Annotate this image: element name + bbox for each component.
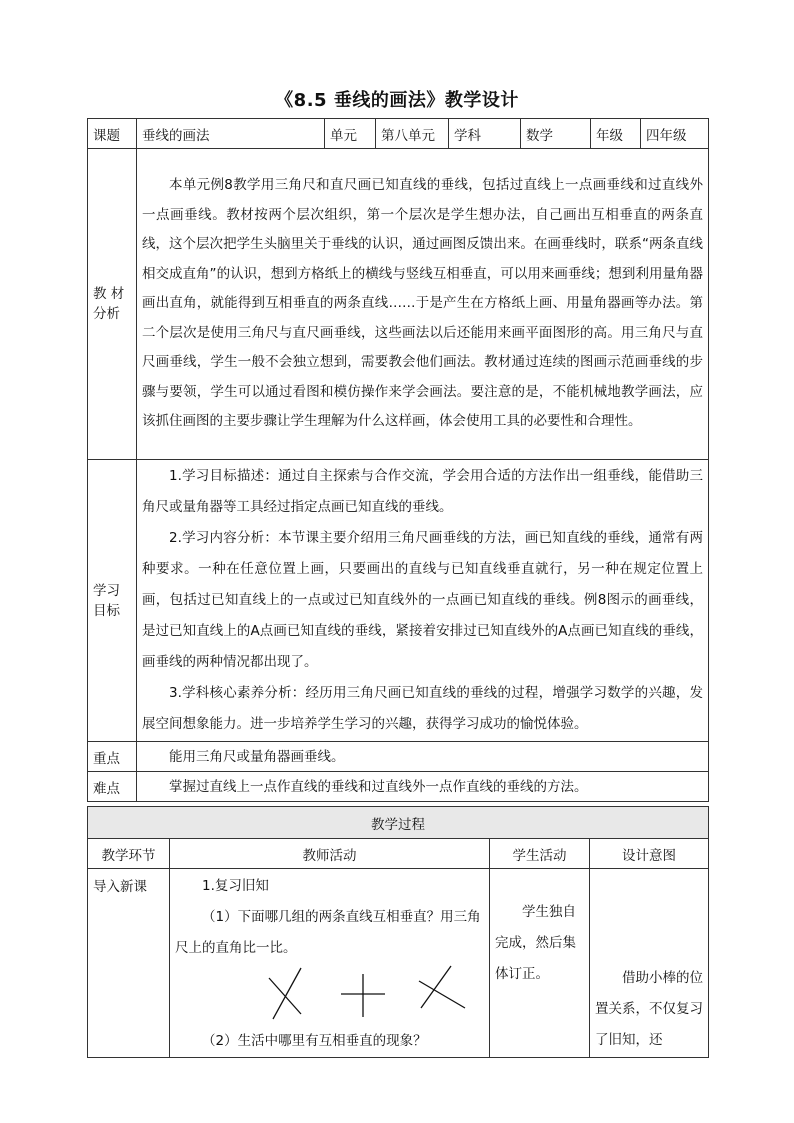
intent-cell [590, 869, 709, 1058]
col-student: 学生活动 [490, 839, 590, 869]
key-point-label: 重点 [88, 742, 137, 772]
stage-cell: 导入新课 [88, 869, 170, 1058]
col-teacher: 教师活动 [170, 839, 490, 869]
process-row-intro [88, 869, 709, 1058]
process-table [87, 806, 709, 1058]
goal-item-2: 2.学习内容分析：本节课主要介绍用三角尺画垂线的方法，画已知直线的垂线，通常有两种要求。一种在任意位置上画，只要画出的直线与已知直线垂直就行，另一种在规定位置上画，包括过已知直线上的一点或过已知直线外的一点画已知直线的垂线。例8图示的画垂线，是过已知直线上的A点画已知直线的垂线，紧接着安排过已知直线外的A点画已知直线的垂线，画垂线的两种情况都出现了。 [142, 530, 703, 670]
header-row [88, 119, 709, 149]
page-title: 《8.5 垂线的画法》教学设计 [275, 90, 519, 111]
analysis-cell [137, 149, 709, 460]
teacher-cell [170, 869, 490, 1058]
goal-item-3: 3.学科核心素养分析：经历用三角尺画已知直线的垂线的过程，增强学习数学的兴趣，发展空间想象能力。进一步培养学生学习的兴趣，获得学习成功的愉悦体验。 [142, 685, 703, 732]
figure-c [419, 966, 465, 1008]
key-point-text: 能用三角尺或量角器画垂线。 [169, 748, 345, 765]
student-text: 学生独自完成，然后集体订正。 [495, 904, 576, 982]
figure-a-line-1 [273, 968, 301, 1019]
process-title-row [88, 807, 709, 839]
key-point-cell [137, 742, 709, 772]
difficulty-text: 掌握过直线上一点作直线的垂线和过直线外一点作直线的垂线的方法。 [169, 778, 588, 795]
analysis-label-line1: 教 材 [93, 286, 125, 302]
process-header-row [88, 839, 709, 869]
figure-c-line-2 [419, 981, 465, 1008]
analysis-label [88, 149, 137, 460]
figure-c-line-1 [421, 966, 451, 1008]
teacher-question-1: （1）下面哪几组的两条直线互相垂直？用三角尺上的直角比一比。 [175, 909, 481, 956]
figure-b [341, 974, 385, 1017]
xueke-value: 数学 [521, 119, 591, 149]
analysis-row [88, 149, 709, 460]
perpendicular-figures [183, 964, 483, 1026]
difficulty-row [88, 772, 709, 802]
analysis-text: 本单元例8教学用三角尺和直尺画已知直线的垂线，包括过直线上一点画垂线和过直线外一点画垂线。教材按两个层次组织，第一个层次是学生想办法，自己画出互相垂直的两条直线，这个层次把学生头脑里关于垂线的认识，通过画图反馈出来。在画垂线时，联系“两条直线相交成直角”的认识，想到方格纸上的横线与竖线互相垂直，可以用来画垂线；想到利用量角器画出直角，就能得到互相垂直的两条直线……于是产生在方格纸上画、用量角器画等办法。第二个层次是使用三角尺与直尺画垂线，这些画法以后还能用来画平面图形的高。用三角尺与直尺画垂线，学生一般不会独立想到，需要教会他们画法。教材通过连续的图画示范画垂线的步骤与要领，学生可以通过看图和模仿操作来学会画法。要注意的是，不能机械地教学画法，应该抓住画图的主要步骤让学生理解为什么这样画，体会使用工具的必要性和合理性。 [142, 177, 703, 430]
nianji-value: 四年级 [641, 119, 709, 149]
keti-label: 课题 [88, 119, 137, 149]
danyuan-value: 第八单元 [376, 119, 449, 149]
goals-row [88, 460, 709, 742]
design-table [87, 118, 709, 802]
goals-cell [137, 460, 709, 742]
figure-a [269, 968, 301, 1019]
goal-item-1: 1.学习目标描述：通过自主探索与合作交流，学会用合适的方法作出一组垂线，能借助三角尺或量角器等工具经过指定点画已知直线的垂线。 [142, 468, 703, 515]
difficulty-label: 难点 [88, 772, 137, 802]
analysis-label-line2: 分析 [93, 306, 120, 322]
teacher-heading: 1.复习旧知 [202, 878, 269, 894]
nianji-label: 年级 [591, 119, 641, 149]
key-point-row [88, 742, 709, 772]
intent-text: 借助小棒的位置关系，不仅复习了旧知，还 [595, 970, 703, 1048]
goals-label-line2: 目标 [93, 602, 120, 619]
process-title: 教学过程 [88, 807, 709, 839]
goals-label [88, 460, 137, 742]
teacher-question-2: （2）生活中哪里有互相垂直的现象？ [202, 1033, 427, 1049]
col-stage: 教学环节 [88, 839, 170, 869]
figure-a-line-2 [269, 978, 301, 1014]
keti-value: 垂线的画法 [137, 119, 325, 149]
col-intent: 设计意图 [590, 839, 709, 869]
xueke-label: 学科 [449, 119, 521, 149]
difficulty-cell [137, 772, 709, 802]
goals-label-line1: 学习 [93, 582, 120, 599]
student-cell [490, 869, 590, 1058]
danyuan-label: 单元 [325, 119, 376, 149]
